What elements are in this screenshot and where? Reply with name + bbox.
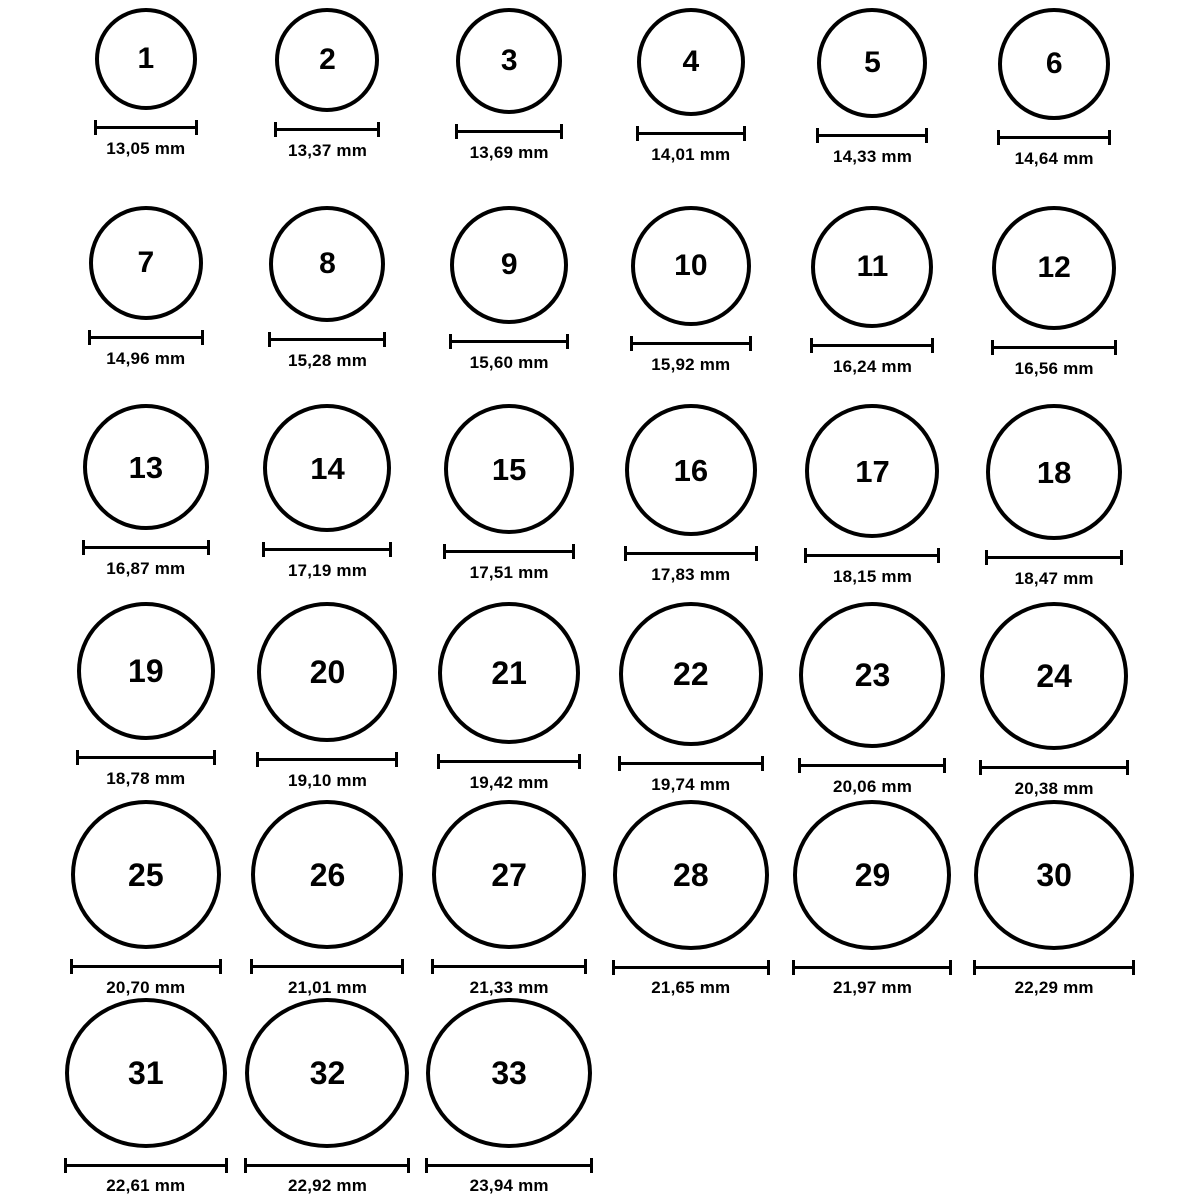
measure-line: [630, 342, 752, 345]
diameter-measure-bar: [810, 338, 934, 352]
diameter-measure-bar: [624, 546, 758, 560]
measure-cap-left: [449, 334, 452, 349]
ring-size-number: 1: [137, 42, 155, 75]
diameter-label: 16,24 mm: [832, 357, 913, 376]
measure-cap-right: [1120, 550, 1123, 565]
ring-circle: [450, 206, 568, 324]
ring-size-cell: [600, 602, 782, 800]
ring-size-cell: [600, 8, 782, 206]
ring-circle: [83, 404, 209, 530]
measure-cap-right: [207, 540, 210, 555]
measure-line: [816, 134, 928, 137]
measure-cap-right: [213, 750, 216, 765]
measure-line: [256, 758, 398, 761]
measure-cap-left: [262, 542, 265, 557]
ring-size-number: 26: [309, 856, 346, 893]
ring-circle: [998, 8, 1110, 120]
diameter-label: 15,92 mm: [651, 355, 731, 374]
measure-line: [997, 136, 1111, 139]
diameter-measure-bar: [268, 332, 386, 346]
diameter-measure-bar: [76, 750, 216, 764]
diameter-measure-bar: [449, 334, 569, 348]
measure-line: [431, 965, 587, 968]
measure-cap-left: [256, 752, 259, 767]
measure-line: [810, 344, 934, 347]
measure-cap-right: [377, 122, 380, 137]
measure-cap-left: [88, 330, 91, 345]
ring-size-cell: [782, 602, 964, 800]
measure-cap-right: [1126, 760, 1129, 775]
ring-size-number: 28: [673, 856, 709, 893]
measure-line: [792, 966, 952, 969]
ring-size-number: 23: [854, 657, 891, 693]
measure-cap-left: [985, 550, 988, 565]
measure-cap-left: [64, 1158, 67, 1173]
measure-cap-right: [572, 544, 575, 559]
ring-circle: [269, 206, 385, 322]
ring-size-number: 7: [137, 246, 155, 279]
ring-size-cell: [418, 602, 600, 800]
ring-size-cell: [963, 404, 1145, 602]
measure-cap-left: [979, 760, 982, 775]
ring-size-number: 30: [1036, 856, 1072, 893]
diameter-label: 20,38 mm: [1014, 779, 1094, 798]
diameter-measure-bar: [256, 752, 398, 766]
ring-size-cell: [600, 404, 782, 602]
measure-cap-right: [590, 1158, 593, 1173]
measure-cap-right: [225, 1158, 228, 1173]
ring-size-cell: [237, 998, 419, 1196]
measure-cap-right: [395, 752, 398, 767]
diameter-label: 18,47 mm: [1014, 569, 1094, 588]
measure-cap-left: [624, 546, 627, 561]
ring-circle: [805, 404, 939, 538]
measure-cap-right: [219, 959, 222, 974]
measure-cap-right: [407, 1158, 410, 1173]
ring-size-cell: [55, 206, 237, 404]
diameter-label: 21,01 mm: [287, 978, 368, 997]
measure-cap-left: [250, 959, 253, 974]
diameter-label: 13,37 mm: [287, 141, 368, 160]
ring-size-cell: [963, 800, 1145, 998]
ring-size-cell: [782, 8, 964, 206]
diameter-measure-bar: [70, 959, 222, 973]
ring-size-cell: [600, 206, 782, 404]
measure-line: [250, 965, 404, 968]
ring-circle: [992, 206, 1116, 330]
ring-size-number: 31: [128, 1055, 164, 1092]
ring-circle: [438, 602, 580, 744]
ring-circle: [77, 602, 215, 740]
ring-size-number: 18: [1036, 454, 1072, 490]
ring-size-number: 6: [1045, 47, 1063, 80]
ring-size-cell: [418, 404, 600, 602]
diameter-measure-bar: [792, 960, 952, 973]
ring-size-number: 12: [1037, 251, 1071, 284]
diameter-measure-bar: [816, 128, 928, 142]
ring-size-cell: [418, 8, 600, 206]
measure-cap-right: [755, 546, 758, 561]
measure-cap-left: [991, 340, 994, 355]
diameter-measure-bar: [979, 760, 1129, 774]
ring-size-number: 17: [855, 453, 890, 489]
ring-circle: [793, 800, 951, 950]
ring-size-cell: [963, 602, 1145, 800]
diameter-measure-bar: [64, 1158, 228, 1171]
measure-line: [804, 554, 940, 557]
measure-cap-right: [749, 336, 752, 351]
ring-size-grid: [55, 0, 1145, 1196]
ring-size-number: 33: [491, 1055, 527, 1092]
ring-size-number: 8: [319, 247, 336, 280]
measure-cap-left: [792, 960, 795, 975]
measure-cap-right: [1132, 960, 1135, 975]
ring-size-cell: [237, 8, 419, 206]
diameter-measure-bar: [262, 542, 392, 556]
measure-cap-right: [931, 338, 934, 353]
diameter-label: 19,42 mm: [469, 773, 549, 792]
ring-size-cell: [963, 206, 1145, 404]
measure-cap-left: [431, 959, 434, 974]
diameter-measure-bar: [431, 959, 587, 973]
diameter-label: 22,92 mm: [287, 1176, 368, 1195]
ring-circle: [980, 602, 1128, 750]
diameter-label: 17,83 mm: [651, 565, 731, 584]
ring-size-number: 14: [310, 450, 345, 486]
measure-cap-left: [804, 548, 807, 563]
measure-cap-right: [584, 959, 587, 974]
diameter-measure-bar: [612, 960, 770, 973]
measure-line: [449, 340, 569, 343]
ring-size-number: 11: [856, 250, 889, 283]
ring-circle: [432, 800, 586, 949]
measure-line: [76, 756, 216, 759]
diameter-label: 14,33 mm: [832, 147, 913, 166]
ring-circle: [65, 998, 227, 1148]
measure-line: [624, 552, 758, 555]
diameter-label: 21,65 mm: [651, 978, 731, 997]
diameter-measure-bar: [425, 1158, 593, 1171]
ring-size-number: 25: [128, 856, 164, 893]
diameter-measure-bar: [455, 124, 563, 138]
ring-size-cell: [963, 8, 1145, 206]
diameter-label: 19,10 mm: [287, 771, 368, 790]
ring-size-cell: [237, 404, 419, 602]
diameter-label: 18,15 mm: [832, 567, 913, 586]
measure-line: [244, 1164, 410, 1167]
measure-cap-left: [268, 332, 271, 347]
diameter-measure-bar: [636, 126, 746, 140]
ring-circle: [257, 602, 397, 742]
diameter-measure-bar: [997, 130, 1111, 144]
diameter-measure-bar: [973, 960, 1135, 973]
measure-cap-left: [630, 336, 633, 351]
diameter-label: 23,94 mm: [469, 1176, 549, 1195]
ring-size-cell: [418, 206, 600, 404]
measure-cap-left: [437, 754, 440, 769]
diameter-label: 13,69 mm: [469, 143, 549, 162]
ring-size-number: 9: [500, 248, 518, 281]
measure-line: [88, 336, 204, 339]
ring-size-cell: [55, 8, 237, 206]
measure-cap-left: [244, 1158, 247, 1173]
measure-cap-right: [943, 758, 946, 773]
measure-line: [798, 764, 946, 767]
diameter-label: 17,51 mm: [469, 563, 549, 582]
ring-circle: [95, 8, 197, 110]
measure-cap-right: [743, 126, 746, 141]
measure-cap-right: [937, 548, 940, 563]
ring-size-number: 32: [309, 1055, 346, 1092]
measure-line: [612, 966, 770, 969]
ring-circle: [811, 206, 933, 328]
diameter-label: 20,70 mm: [106, 978, 186, 997]
ring-size-number: 13: [128, 449, 164, 485]
ring-size-number: 5: [864, 46, 881, 79]
diameter-measure-bar: [88, 330, 204, 344]
measure-line: [973, 966, 1135, 969]
ring-size-number: 29: [854, 856, 891, 893]
diameter-label: 13,05 mm: [106, 139, 186, 158]
diameter-measure-bar: [985, 550, 1123, 564]
ring-size-cell: [237, 602, 419, 800]
diameter-label: 16,56 mm: [1014, 359, 1094, 378]
ring-size-number: 20: [309, 654, 346, 690]
ring-size-number: 24: [1036, 658, 1072, 694]
measure-cap-left: [816, 128, 819, 143]
ring-size-number: 16: [673, 452, 709, 488]
diameter-measure-bar: [274, 122, 380, 136]
ring-size-cell: [55, 800, 237, 998]
diameter-label: 22,29 mm: [1014, 978, 1094, 997]
ring-circle: [71, 800, 221, 949]
diameter-measure-bar: [94, 120, 198, 134]
measure-line: [425, 1164, 593, 1167]
diameter-label: 21,97 mm: [832, 978, 913, 997]
ring-circle: [986, 404, 1122, 540]
ring-size-cell: [782, 206, 964, 404]
diameter-label: 20,06 mm: [832, 777, 913, 796]
ring-circle: [89, 206, 203, 320]
measure-cap-left: [425, 1158, 428, 1173]
measure-line: [979, 766, 1129, 769]
measure-cap-right: [401, 959, 404, 974]
measure-cap-left: [810, 338, 813, 353]
measure-line: [70, 965, 222, 968]
diameter-label: 17,19 mm: [287, 561, 368, 580]
ring-circle: [637, 8, 745, 116]
ring-circle: [426, 998, 592, 1148]
measure-line: [64, 1164, 228, 1167]
ring-size-number: 27: [491, 856, 527, 893]
ring-size-number: 15: [491, 451, 527, 487]
ring-circle: [251, 800, 403, 949]
ring-size-cell: [237, 206, 419, 404]
diameter-label: 18,78 mm: [106, 769, 186, 788]
ring-circle: [444, 404, 574, 534]
measure-cap-left: [76, 750, 79, 765]
measure-cap-right: [1108, 130, 1111, 145]
ring-size-cell: [237, 800, 419, 998]
diameter-measure-bar: [82, 540, 210, 554]
ring-size-number: 10: [674, 249, 708, 282]
diameter-measure-bar: [618, 756, 764, 770]
ring-size-number: 22: [673, 656, 709, 692]
diameter-measure-bar: [244, 1158, 410, 1171]
ring-circle: [263, 404, 391, 532]
ring-size-cell: [782, 800, 964, 998]
measure-line: [274, 128, 380, 131]
ring-size-cell: [782, 404, 964, 602]
ring-circle: [456, 8, 562, 114]
ring-size-cell: [418, 998, 600, 1196]
measure-cap-right: [925, 128, 928, 143]
ring-circle: [974, 800, 1134, 950]
ring-circle: [275, 8, 379, 112]
measure-line: [443, 550, 575, 553]
ring-size-cell: [55, 602, 237, 800]
measure-cap-left: [94, 120, 97, 135]
measure-cap-right: [389, 542, 392, 557]
measure-line: [262, 548, 392, 551]
diameter-label: 15,60 mm: [469, 353, 549, 372]
measure-cap-right: [949, 960, 952, 975]
measure-line: [82, 546, 210, 549]
ring-circle: [625, 404, 757, 536]
measure-cap-right: [1114, 340, 1117, 355]
measure-cap-right: [566, 334, 569, 349]
measure-cap-left: [612, 960, 615, 975]
measure-cap-left: [973, 960, 976, 975]
diameter-label: 14,64 mm: [1014, 149, 1094, 168]
measure-cap-left: [618, 756, 621, 771]
measure-line: [268, 338, 386, 341]
ring-circle: [613, 800, 769, 950]
diameter-label: 19,74 mm: [651, 775, 731, 794]
ring-circle: [631, 206, 751, 326]
diameter-label: 15,28 mm: [287, 351, 368, 370]
diameter-measure-bar: [443, 544, 575, 558]
diameter-label: 16,87 mm: [106, 559, 186, 578]
measure-line: [437, 760, 581, 763]
measure-line: [985, 556, 1123, 559]
measure-line: [991, 346, 1117, 349]
measure-line: [618, 762, 764, 765]
measure-cap-left: [443, 544, 446, 559]
measure-line: [94, 126, 198, 129]
diameter-label: 14,01 mm: [651, 145, 731, 164]
ring-size-number: 21: [491, 655, 527, 691]
measure-cap-right: [201, 330, 204, 345]
measure-cap-left: [82, 540, 85, 555]
measure-line: [636, 132, 746, 135]
ring-size-cell: [418, 800, 600, 998]
measure-cap-left: [274, 122, 277, 137]
measure-cap-right: [578, 754, 581, 769]
ring-circle: [799, 602, 945, 748]
diameter-measure-bar: [804, 548, 940, 562]
measure-line: [455, 130, 563, 133]
ring-size-cell: [55, 998, 237, 1196]
measure-cap-right: [761, 756, 764, 771]
diameter-label: 14,96 mm: [106, 349, 186, 368]
diameter-measure-bar: [630, 336, 752, 350]
measure-cap-left: [70, 959, 73, 974]
diameter-measure-bar: [991, 340, 1117, 354]
measure-cap-left: [455, 124, 458, 139]
diameter-measure-bar: [798, 758, 946, 772]
measure-cap-left: [636, 126, 639, 141]
measure-cap-right: [560, 124, 563, 139]
diameter-label: 22,61 mm: [106, 1176, 186, 1195]
measure-cap-left: [798, 758, 801, 773]
measure-cap-right: [767, 960, 770, 975]
ring-size-number: 19: [128, 653, 164, 689]
ring-circle: [619, 602, 763, 746]
ring-circle: [245, 998, 409, 1148]
ring-size-cell: [55, 404, 237, 602]
ring-size-number: 2: [319, 43, 336, 76]
ring-size-number: 3: [500, 44, 518, 77]
ring-size-number: 4: [682, 45, 700, 78]
measure-cap-right: [195, 120, 198, 135]
diameter-measure-bar: [437, 754, 581, 768]
diameter-measure-bar: [250, 959, 404, 973]
measure-cap-right: [383, 332, 386, 347]
ring-size-cell: [600, 800, 782, 998]
measure-cap-left: [997, 130, 1000, 145]
diameter-label: 21,33 mm: [469, 978, 549, 997]
ring-circle: [817, 8, 927, 118]
